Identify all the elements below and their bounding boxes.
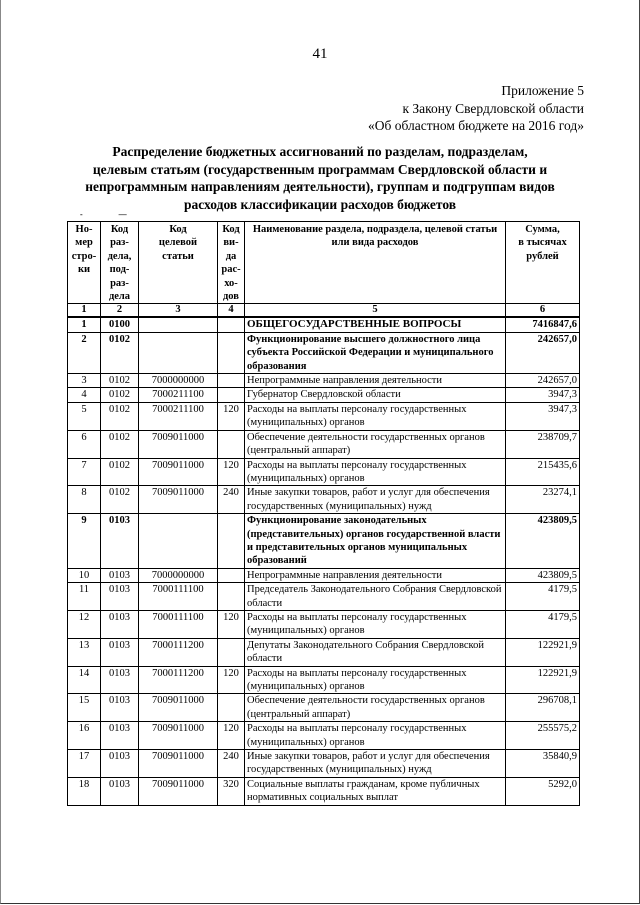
item-name-cell: Функционирование законодательных (представительных) органов государственной власти и представительных органов муниципальных образований — [245, 514, 506, 569]
row-number-cell: 11 — [68, 583, 101, 611]
table-row — [68, 514, 580, 569]
sum-cell: 4179,5 — [506, 583, 580, 611]
page-number: 41 — [312, 46, 328, 62]
table-row — [68, 458, 580, 486]
scan-marks — [80, 210, 161, 219]
expense-type-cell: 240 — [218, 750, 245, 778]
section-code-cell: 0103 — [101, 694, 139, 722]
row-number-cell: 6 — [68, 430, 101, 458]
sum-cell: 255575,2 — [506, 722, 580, 750]
item-name-cell: Обеспечение деятельности государственных органов (центральный аппарат) — [245, 694, 506, 722]
column-number: 1 — [68, 304, 101, 318]
appendix-line: «Об областном бюджете на 2016 год» — [368, 118, 584, 133]
target-code-cell: 7009011000 — [139, 430, 218, 458]
expense-type-cell — [218, 374, 245, 388]
row-number-cell: 10 — [68, 568, 101, 582]
header-text: Код — [169, 224, 187, 235]
item-name-cell: Депутаты Законодательного Собрания Свердловской области — [245, 638, 506, 666]
row-number-cell: 13 — [68, 638, 101, 666]
header-name — [245, 222, 506, 304]
expense-type-cell: 320 — [218, 777, 245, 805]
section-code-cell: 0102 — [101, 374, 139, 388]
table-row — [68, 317, 580, 332]
table-row — [68, 722, 580, 750]
target-code-cell — [139, 332, 218, 373]
header-text: раз- — [110, 277, 129, 289]
table-row — [68, 374, 580, 388]
section-code-cell: 0103 — [101, 583, 139, 611]
header-text: дов — [223, 291, 239, 303]
row-number-cell: 3 — [68, 374, 101, 388]
row-number-cell: 15 — [68, 694, 101, 722]
sum-cell: 242657,0 — [506, 374, 580, 388]
expense-type-cell: 120 — [218, 722, 245, 750]
section-code-cell: 0102 — [101, 458, 139, 486]
item-name-cell: Расходы на выплаты персоналу государственных (муниципальных) органов — [245, 402, 506, 430]
header-text: ки — [77, 264, 91, 276]
header-text: ви- — [223, 237, 239, 249]
item-name-cell: Иные закупки товаров, работ и услуг для обеспечения государственных (муниципальных) нужд — [245, 486, 506, 514]
header-text: рас- — [221, 264, 241, 276]
expense-type-cell: 120 — [218, 458, 245, 486]
scan-mark: - — [80, 210, 83, 219]
table-row — [68, 568, 580, 582]
header-text: стро- — [71, 250, 97, 262]
section-code-cell: 0103 — [101, 638, 139, 666]
header-row-number — [68, 222, 101, 304]
header-text: Сумма, — [525, 224, 560, 235]
table-row — [68, 777, 580, 805]
row-number-cell: 1 — [68, 317, 101, 332]
sum-cell: 7416847,6 — [506, 317, 580, 332]
item-name-cell: Иные закупки товаров, работ и услуг для обеспечения государственных (муниципальных) нужд — [245, 750, 506, 778]
section-code-cell: 0100 — [101, 317, 139, 332]
header-text: Наименование раздела, подраздела, целевой статьи — [252, 224, 498, 235]
expense-type-cell: 120 — [218, 666, 245, 694]
row-number-cell: 12 — [68, 610, 101, 638]
sum-cell: 3947,3 — [506, 388, 580, 402]
sum-cell: 423809,5 — [506, 514, 580, 569]
table-row — [68, 332, 580, 373]
header-text: в тысячах — [518, 237, 567, 249]
section-code-cell: 0102 — [101, 402, 139, 430]
section-code-cell: 0102 — [101, 332, 139, 373]
title-line: целевым статьям (государственным программам Свердловской области и — [92, 161, 548, 177]
section-code-cell: 0103 — [101, 610, 139, 638]
item-name-cell: Губернатор Свердловской области — [245, 388, 506, 402]
item-name-cell: Расходы на выплаты персоналу государственных (муниципальных) органов — [245, 458, 506, 486]
header-text: статьи — [162, 250, 194, 262]
section-code-cell: 0102 — [101, 486, 139, 514]
table-row — [68, 402, 580, 430]
target-code-cell: 7009011000 — [139, 750, 218, 778]
target-code-cell: 7000111200 — [139, 638, 218, 666]
expense-type-cell — [218, 583, 245, 611]
expense-type-cell — [218, 430, 245, 458]
section-code-cell: 0103 — [101, 777, 139, 805]
header-text: хо- — [224, 277, 238, 289]
target-code-cell — [139, 317, 218, 332]
section-code-cell: 0103 — [101, 722, 139, 750]
row-number-cell: 17 — [68, 750, 101, 778]
column-number: 6 — [506, 304, 580, 318]
expense-type-cell — [218, 514, 245, 569]
section-code-cell: 0102 — [101, 430, 139, 458]
sum-cell: 35840,9 — [506, 750, 580, 778]
header-text: или вида расходов — [331, 237, 419, 249]
table-row — [68, 430, 580, 458]
header-text: рублей — [526, 250, 559, 262]
sum-cell: 3947,3 — [506, 402, 580, 430]
table-row — [68, 638, 580, 666]
item-name-cell: Расходы на выплаты персоналу государственных (муниципальных) органов — [245, 666, 506, 694]
header-text: под- — [109, 264, 130, 276]
expense-type-cell — [218, 568, 245, 582]
title-line: непрограммным направлениям деятельности), группам и подгруппам видов — [85, 179, 555, 194]
header-text: дела — [108, 291, 131, 303]
target-code-cell: 7009011000 — [139, 694, 218, 722]
table-row — [68, 666, 580, 694]
header-expense-type-code — [218, 222, 245, 304]
sum-cell: 122921,9 — [506, 638, 580, 666]
expense-type-cell: 120 — [218, 610, 245, 638]
column-number: 4 — [218, 304, 245, 318]
target-code-cell: 7000000000 — [139, 374, 218, 388]
budget-table — [67, 221, 580, 806]
expense-type-cell — [218, 694, 245, 722]
row-number-cell: 16 — [68, 722, 101, 750]
section-code-cell: 0103 — [101, 750, 139, 778]
sum-cell: 296708,1 — [506, 694, 580, 722]
row-number-cell: 2 — [68, 332, 101, 373]
header-target-code — [139, 222, 218, 304]
expense-type-cell — [218, 332, 245, 373]
expense-type-cell — [218, 388, 245, 402]
column-number-row — [68, 304, 580, 318]
column-number: 3 — [139, 304, 218, 318]
item-name-cell: ОБЩЕГОСУДАРСТВЕННЫЕ ВОПРОСЫ — [245, 317, 506, 332]
sum-cell: 5292,0 — [506, 777, 580, 805]
header-section-code — [101, 222, 139, 304]
sum-cell: 23274,1 — [506, 486, 580, 514]
sum-cell: 423809,5 — [506, 568, 580, 582]
header-text: Код — [110, 224, 129, 235]
table-row — [68, 486, 580, 514]
row-number-cell: 14 — [68, 666, 101, 694]
appendix-line: Приложение 5 — [501, 83, 584, 98]
item-name-cell: Социальные выплаты гражданам, кроме публичных нормативных социальных выплат — [245, 777, 506, 805]
row-number-cell: 4 — [68, 388, 101, 402]
item-name-cell: Расходы на выплаты персоналу государственных (муниципальных) органов — [245, 610, 506, 638]
section-code-cell: 0102 — [101, 388, 139, 402]
target-code-cell — [139, 514, 218, 569]
header-text: мер — [75, 237, 93, 249]
header-text: дела, — [107, 250, 132, 262]
item-name-cell: Непрограммные направления деятельности — [245, 374, 506, 388]
scan-mark: — — [118, 210, 127, 219]
expense-type-cell: 240 — [218, 486, 245, 514]
document-title — [60, 143, 580, 213]
target-code-cell: 7000111100 — [139, 610, 218, 638]
column-number: 5 — [245, 304, 506, 318]
table-row — [68, 750, 580, 778]
target-code-cell: 7000111100 — [139, 583, 218, 611]
item-name-cell: Обеспечение деятельности государственных органов (центральный аппарат) — [245, 430, 506, 458]
appendix-line: к Закону Свердловской области — [402, 100, 584, 116]
header-text: раз- — [110, 237, 129, 249]
item-name-cell: Расходы на выплаты персоналу государственных (муниципальных) органов — [245, 722, 506, 750]
column-number: 2 — [101, 304, 139, 318]
title-line: расходов классификации расходов бюджетов — [183, 196, 457, 212]
sum-cell: 238709,7 — [506, 430, 580, 458]
target-code-cell: 7000211100 — [139, 388, 218, 402]
section-code-cell: 0103 — [101, 514, 139, 569]
target-code-cell: 7000211100 — [139, 402, 218, 430]
title-line: Распределение бюджетных ассигнований по разделам, подразделам, — [112, 144, 528, 159]
header-text: да — [225, 250, 237, 262]
item-name-cell: Непрограммные направления деятельности — [245, 568, 506, 582]
header-text: Но- — [75, 224, 93, 235]
target-code-cell: 7009011000 — [139, 458, 218, 486]
target-code-cell: 7009011000 — [139, 722, 218, 750]
target-code-cell: 7000111200 — [139, 666, 218, 694]
table-row — [68, 610, 580, 638]
header-text: Код — [222, 224, 240, 235]
row-number-cell: 5 — [68, 402, 101, 430]
item-name-cell: Председатель Законодательного Собрания Свердловской области — [245, 583, 506, 611]
section-code-cell: 0103 — [101, 568, 139, 582]
expense-type-cell: 120 — [218, 402, 245, 430]
sum-cell: 122921,9 — [506, 666, 580, 694]
table-row — [68, 694, 580, 722]
table-row — [68, 583, 580, 611]
header-sum — [506, 222, 580, 304]
row-number-cell: 7 — [68, 458, 101, 486]
sum-cell: 215435,6 — [506, 458, 580, 486]
target-code-cell: 7009011000 — [139, 777, 218, 805]
row-number-cell: 18 — [68, 777, 101, 805]
appendix-reference — [368, 82, 584, 135]
header-text: целевой — [158, 237, 198, 249]
row-number-cell: 8 — [68, 486, 101, 514]
target-code-cell: 7009011000 — [139, 486, 218, 514]
sum-cell: 4179,5 — [506, 610, 580, 638]
table-header-row — [68, 222, 580, 304]
expense-type-cell — [218, 638, 245, 666]
target-code-cell: 7000000000 — [139, 568, 218, 582]
item-name-cell: Функционирование высшего должностного лица субъекта Российской Федерации и муниципального образования — [245, 332, 506, 373]
sum-cell: 242657,0 — [506, 332, 580, 373]
section-code-cell: 0103 — [101, 666, 139, 694]
expense-type-cell — [218, 317, 245, 332]
row-number-cell: 9 — [68, 514, 101, 569]
table-row — [68, 388, 580, 402]
